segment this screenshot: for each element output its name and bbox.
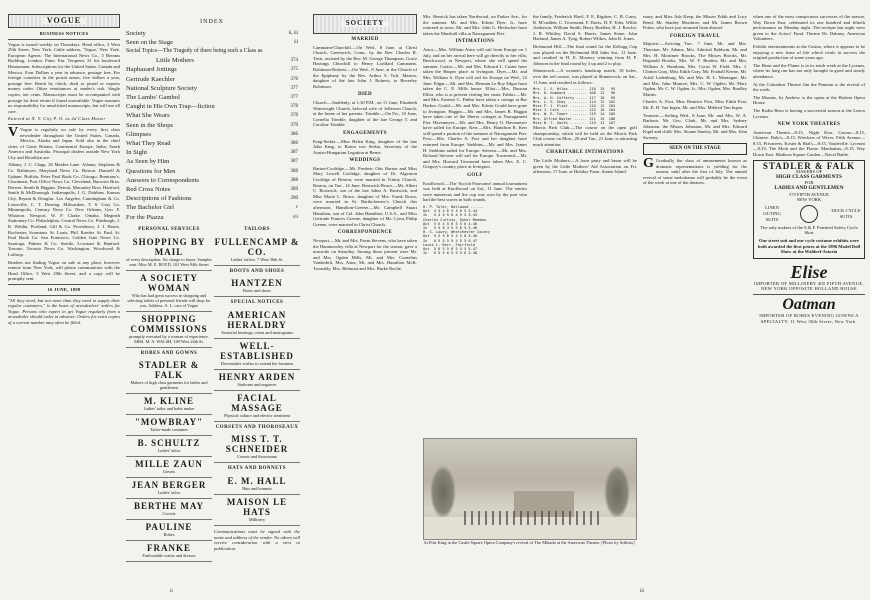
index-title-text: Seen on the Stage	[126, 38, 174, 46]
index-row	[126, 84, 298, 93]
divider	[8, 295, 120, 296]
hats-heading: HATS AND BONNETS	[227, 466, 287, 472]
ad-name: WELL-ESTABLISHED	[220, 340, 294, 361]
society-column-3	[533, 14, 637, 177]
ad-name: MILLE ZAUN	[135, 459, 203, 470]
theatre-text-3: The Heart and the Flame is in its tenth week at the Lyceum, where its long run has not only brought in good and steady attendance.	[753, 62, 865, 79]
personal-services-heading: PERSONAL SERVICES	[138, 227, 200, 232]
tree-shape	[604, 465, 630, 519]
index-title-text: Red Cross Notes	[126, 186, 171, 194]
index-title-text: As Seen by Him	[126, 158, 170, 166]
ad-description: Millinery	[248, 516, 266, 522]
index-row	[126, 65, 298, 74]
stadler-prize: Our street suit and our cycle costume exhibits were both awarded the first prizes at the 1896 Model Doll Show at the Waldorf-Astoria	[757, 238, 861, 255]
classified-ad	[126, 520, 212, 541]
tailors-heading: TAILORS	[244, 227, 270, 232]
seen-on-stage-body: Gradually the class of amusements known as dramatic representations is yielding for the season, until after the first of July. The annual revival of some melodrama will probably be the event of the week at one of the theatres.	[643, 158, 747, 186]
index-page: 375	[290, 67, 298, 73]
index-page: 387	[290, 150, 298, 156]
ad-name: JEAN BERGER	[131, 480, 207, 491]
golf-scores-table: H. P. Toler, Ballwood ...... Out 4 5 4 6 5 4 6 5 5-44 In 5 4 5 5 6 4 5 4 5-43 Charles Curtiss, Dyker Meadow Out 5 6 4 5 6 5 5 6 4-46 In 5 5 6 4 5 5 6 5 5-46 H. S. Lowry, Westchester County Out 5 5 5 6 5 4 5 6 5-46 In 6 5 5 5 5 5 5 5 6-47 Louis L. Kerr, Fairfield Out 5 6 5 5 6 5 5 5 5-47 In 6 5 5 6 5 5 5 6 5-48	[423, 205, 491, 256]
ad-description: Ladies' tailor and habit maker	[143, 406, 195, 412]
ad-name: E. M. HALL	[227, 475, 287, 486]
shinnecock-table: Mrs. C. S. Hilas ........ 110 15 95 Mrs. D. Hubbard ......... 108 12 96 Mrs. A. H. Cafferty ..... 117 18 99 Mrs. L. G. Shay ......... 114 12 102 Miss P. J. Eliet ........ 115 12 103 Miss J. Cole ............ 122 18 104 Mrs. W. R. Tower ........ 119 14 105 Mrs. Alfred Baxter ...... 121 15 106 Miss B. T. Smith ........ 119 12 107	[533, 87, 616, 125]
index-title-text: Haphazard Jottings	[126, 66, 177, 74]
classified-ad	[126, 436, 212, 457]
travel-continued: Charles A. Post, Miss Beatrice Post, Miss Edith Post, Mr. E. H. Van Ingen, Mr. and Mrs. Mildred Van Ingen.	[643, 99, 747, 110]
index-title-text: The Bachelor Girl	[126, 204, 174, 212]
index-row	[126, 102, 298, 111]
index-title-text: Glimpses	[126, 130, 151, 138]
golf-heading: GOLF	[467, 173, 483, 179]
index-page: 387	[290, 159, 298, 165]
classified-ad	[214, 276, 300, 297]
correspondence-text: Newport.—Mr. and Mrs. Paran Stevens, who have taken the Hammersley villa at Newport for the season, gave a musicale on Saturday. Among those present were Mr. and Mrs. Ogden Mills, Mr. and Mrs. Cornelius Vanderbilt, Mrs. Astor, Mr. and Mrs. Hamilton McK. Twombly, Mrs. Belmont and Mrs. Burke Roche.	[313, 238, 417, 271]
ad-description: Fashionable waists and dresses	[142, 553, 196, 559]
ad-name: "MOWBRAY"	[134, 417, 204, 428]
seen-on-stage-text	[643, 158, 747, 186]
boots-shoes-heading: BOOTS AND SHOES	[229, 268, 285, 274]
index-page	[294, 47, 298, 56]
classified-ad	[126, 457, 212, 478]
classified-ad	[126, 394, 212, 415]
index-row	[126, 56, 298, 65]
index-page: 390	[290, 196, 298, 202]
stadler-name: STADLER & FALK	[762, 160, 856, 171]
vogue-banner-title: VOGUE	[43, 18, 85, 24]
special-notices-heading: SPECIAL NOTICES	[230, 300, 284, 306]
index-row	[126, 75, 298, 84]
classified-ad	[214, 308, 300, 339]
theatre-text-1: when one of the most conspicuous successes of the season, Way Down East, celebrated its one hundred and fiftieth performance on Monday night. The receipts last night were given to the Actors' Fund, Theatre Dr. Dabney, American Volunteers.	[753, 14, 865, 42]
index-row	[126, 213, 298, 222]
theatres-list: American Theatre—8:15, Night Kiss. Casino—8:15, Chinese. Daly's—8:15, Wreckers of Wives. Fifth Avenue—8:15, Privateers. Koster & Bial's—8:15, Vaudeville. Lyceum—8:15, The Moth and the Flame. Manhattan—8:15, Way Down East. Madison Square Garden—Naval Battle.	[753, 129, 865, 158]
index-page: iii	[293, 39, 298, 45]
classified-ad	[214, 370, 300, 391]
index-title: INDEX	[200, 19, 224, 25]
ad-name: FRANKE	[147, 543, 191, 554]
business-notices-text: Vogue is issued weekly on Thursdays. Head office, 3 West 29th Street, New York. Cable address, 'Vogue,' New York. European Agents: The International News Co., 5 Breams Building, London. Paris: Em. Terquem, 31 bis boulevard Haussmann. Subscriptions for the United States, Canada and Mexico, Four Dollars a year in advance, postage free. For foreign countries in the postal union, five dollars a year, postage free. Remit by check, draft or postal or express money order. Other remittances at sender's risk. Single copies, ten cents. Manuscripts must be accompanied with postage for their return if found unavailable. Vogue assumes no responsibility for unsolicited manuscripts, but will use all care.	[8, 41, 120, 114]
dealers-list: Albany, J. C. Clapp, 26 Maiden Lane. Atlanta, Stephens & Co. Baltimore, Maryland News Co. Boston, Damrell & Upham. Buffalo, Peter Paul Book Co. Chicago, Brentano's. Cincinnati, Post Office News Co. Cleveland, Burrows Bros. Denver, Smith & Higgins. Detroit, Macauley Bros. Hartford, Smith & McDonough. Indianapolis, J. G. Dobbins. Kansas City, Bryant & Douglas. Los Angeles, Cunningham & Co. Louisville, C. T. Dearing. Milwaukee, T. S. Gray Co. Minneapolis, Century News Co. New Orleans, Geo. F. Wharton. Newport, W. P. Clarke. Omaha, Megeath Stationery Co. Philadelphia, Central News Co. Pittsburgh, J. R. Weldin. Portland, Gill & Co. Providence, J. J. Harris. Rochester, Scrantom. St. Louis, Phil. Roeder. St. Paul, St. Paul Book Co. San Francisco, Golden Gate News Co. Saratoga, Palmer & Co. Seattle, Lowman & Hanford. Toronto, Toronto News Co. Washington, Woodward & Lothrop.	[8, 162, 120, 257]
index-title-text: Answers to Correspondents	[126, 176, 199, 184]
stadler-for: FOR	[804, 180, 814, 186]
ad-name: MAISON LE HATS	[226, 496, 288, 517]
index-page: 374	[290, 58, 298, 64]
index-title-text: Social Topics—The Tragedy of there being such a Class as	[126, 48, 263, 54]
vogue-intro-text: Vogue is regularly on sale by every first class newsdealer throughout the United States, Canada, Mexico, Alaska and Japan. Sold also in the chief cities of Great Britain, Continental Europe, India, South America and Australia. Principal dealers outside New York City and Brooklyn are:	[8, 126, 120, 160]
correspondence-heading: CORRESPONDENCE	[337, 230, 393, 236]
index-page: 389	[290, 187, 298, 193]
ad-description: Stationer and engraver	[237, 381, 277, 387]
classified-ad	[214, 474, 300, 495]
ad-name: HENRY ARDEN	[218, 371, 296, 382]
stage-photo	[423, 438, 637, 540]
ad-description: Dressmaker wishes to extend her business	[220, 360, 294, 366]
index-page: 378	[290, 104, 298, 110]
index-title-text: For the Piazza	[126, 213, 164, 221]
newsdealers-quote: "All they need, but not more than they need to supply their regular customers," is the basis of newsdealers' orders for Vogue. Persons who expect to get Vogue regularly from a newsdealer should order in advance. Orders for extra copies of a current number may often be filled.	[8, 297, 120, 325]
index-page: 377	[290, 95, 298, 101]
index-title-text: Society	[126, 29, 146, 37]
theatre-text-2: Exhibit entertainments at the Casino, where it appears to be enjoying a new lease of life which rivals in success the original production of some years ago.	[753, 43, 865, 61]
stadler-duck: DUCK CYCLE SUITS	[831, 208, 861, 219]
business-notices-heading: BUSINESS NOTICES	[39, 31, 89, 36]
classified-ad	[126, 271, 212, 312]
index-row	[126, 148, 298, 157]
seen-on-stage-heading: SEEN ON THE STAGE	[643, 143, 747, 155]
index-page: 386	[290, 131, 298, 137]
weddings-heading: WEDDINGS	[349, 158, 381, 164]
stadler-ladies: LADIES AND GENTLEMEN	[774, 185, 844, 192]
index-row	[126, 194, 298, 203]
theatre-text-4: At the Columbus Theatre Jim the Penman is the revival of the week.	[753, 81, 865, 93]
readers-note: Readers not finding Vogue on sale at any place, however remote from New York, will please communicate with the Head Office, 3 West 29th Street, and a copy will be promptly sent.	[8, 259, 120, 282]
index-row	[126, 29, 298, 38]
page-number-left: ii	[170, 589, 173, 594]
page-number-right: iii	[640, 589, 645, 594]
classified-ad	[126, 499, 212, 520]
ad-description: Hats and bonnets	[242, 485, 272, 491]
ad-name: FACIAL MASSAGE	[231, 392, 283, 413]
index-row	[126, 121, 298, 130]
foreign-travel-heading: FOREIGN TRAVEL	[669, 33, 721, 39]
charitable-text: The Little Mothers.—A lawn party and bazar will be given by the Little Mothers' Aid Association on Fri. afternoon, 17 June, at Holiday Farm, Staten Island.	[533, 157, 637, 175]
index-page: 379	[290, 122, 298, 128]
married-text: Cammann-Churchill.—On Wed., 8 June, at Christ Church, Greenwich, Conn., by the Rev. Charles R. Treat, assisted by the Rev. M. George Thompson, Grace Hastings Churchill to Henry Lorillard Cammann. Robinson-Roberts.—On Wed., 8 June, at the Church of the Epiphany by the Rev. Arthur S. Tuft, Marion, daughter of the late John J. Roberts, to Beverley Robinson.	[313, 44, 417, 89]
index-page: 376	[290, 76, 298, 82]
index-title-text: Seen in the Shops	[126, 121, 174, 129]
index-list	[126, 29, 298, 222]
classified-ad	[126, 478, 212, 499]
index-page: 388	[290, 177, 298, 183]
classified-ad	[214, 432, 300, 463]
died-text: Church.—Suddenly, at 1:30 P.M., on 11 June, Elizabeth Wainwright Church, beloved wife of Jefferson Church, at the home of her parents. Trimble.—On Fri., 10 June, Cornelia Trimble, daughter of the late George T. and Caroline Trimble.	[313, 99, 417, 128]
ad-name: M. KLINE	[143, 396, 194, 407]
index-title-text: Caught in His Own Trap—fiction	[126, 103, 215, 111]
ad-name: STADLER & FALK	[138, 360, 200, 381]
stadler-falk-ad	[753, 160, 865, 259]
index-row	[126, 47, 298, 56]
ad-description: Armorial bearings, crests and monograms	[221, 329, 293, 335]
vogue-intro	[8, 124, 120, 161]
index-row	[126, 93, 298, 102]
index-title-text: What They Read	[126, 140, 171, 148]
classified-ad	[126, 358, 212, 394]
index-row	[126, 157, 298, 166]
tree-shape	[430, 465, 456, 519]
index-title-text: Questions for Men	[126, 167, 176, 175]
index-page: 378	[290, 113, 298, 119]
photo-caption: At Flirt King in the Castle Square Opera Company's revival of The Mikado at the American Theatre. [Photo by Schloss]	[423, 540, 635, 545]
society-column-2	[423, 14, 527, 255]
divider	[8, 124, 120, 125]
index-row	[126, 176, 298, 185]
index-title-text: Little Mothers	[156, 57, 194, 65]
corsets-heading: CORSETS AND THOROSEAUX	[215, 424, 299, 430]
index-column	[126, 20, 298, 222]
drop-cap: G	[643, 156, 654, 172]
morris-park-text: Morris Park Club.—The course on the open golf championship, which will be held on the Morris Park Club course on Mon., 20 and Tue., 21 June, is attracting much attention.	[533, 124, 637, 147]
classified-ad	[214, 235, 300, 266]
oatman-logo: Oatman	[782, 295, 836, 313]
index-title-text: What She Wears	[126, 112, 170, 120]
stadler-patent: The only makers of the S.& F. Patented Safety Cycle Skirt	[760, 224, 858, 236]
engagements-heading: ENGAGEMENTS	[343, 130, 387, 136]
stadler-city: NEW YORK	[796, 197, 822, 203]
index-row	[126, 130, 298, 139]
foreign-travel-text: Majestic.—Arriving Tue., 7 June, Mr. and Mrs. Thurston, Mr. Adams, Mrs. Admiral Baldwin, Mr. and Mrs. H. Mortimer Brooks, The Misses Brooks, Mr. Reginald Brooks, Mrs. W. F. Burden, Mr. and Mrs. William A. Burnham, Mrs. Cyrus W. Field, Mrs. J. Clinton Gray, Miss Edith Gray, Mr. Foxhall Keene, Mr. Adolf Ladenburg, Mr. and Mrs. H. L. Montague, Mr. and Mrs. John Munroe, Mrs. C. W. Ogden, Mr. Mary Ogden, Mr. C. W. Ogden, Jr., Mrs. Ogden, Mrs. Bradley Martin.	[643, 41, 747, 97]
index-title-text: Gertrude Kaechler	[126, 75, 175, 83]
classified-ad	[126, 235, 212, 271]
stadler-makers-of: MAKERS OF	[795, 169, 823, 175]
ad-name: SHOPPING COMMISSIONS	[130, 313, 208, 334]
intimations-text: Astor.—Mrs. William Astor will sail from Europe on 1 July, and on her arrival here will go directly to her villa, Beechwood, at Newport, where she will spend the summer. Custer.—Mr. and Mrs. Edward L. Custer have taken the Hasper place at Irvington. Dyer.—Mr. and Mrs. William A. Dyer will sail for Europe on Wed., 22 June. Edgar.—Mr. and Mrs. Herman Le Roy Edgar have taken the C. E. Mills house. Elliot.—Mrs. Duncan Elliot, who is at present visiting her sister. Fabbri.—Mr. and Mrs. Ernesto G. Fabbri have taken a cottage at Bar Harbor. Gould.—Mr. and Mrs. Edwin Gould have gone to Irvington. Haggin.—Mr. and Mrs. James B. Haggin have taken one of the Sherry cottages at Narragansett Pier. Havemeyer.—Mr. and Mrs. Henry O. Havemeyer have sailed for Europe. Kerr.—Mrs. Hamilton R. Kerr will spend a portion of the summer at Narragansett Pier. Post.—Mrs. Charles A. Post and her daughter have returned from Europe. Stebbins.—Mr. and Mrs. James H. Stebbins sailed for Europe. Stevens.—Mr. and Mrs. Richard Stevens will sail for Europe. Townsend.—Mr. and Mrs. Howard Townsend have taken Mrs. E. C. Gregory's country place at Irvington.	[423, 46, 527, 170]
ad-description: Corsets and thoroseaux	[236, 454, 278, 460]
ad-description: Robes	[163, 532, 175, 538]
ad-description: Corsets	[162, 511, 176, 517]
ad-name: BERTHE MAY	[133, 501, 205, 512]
ad-description: Who has had great success in shopping and selecting toilets of personal friends will shop for you. Address: A. L. care of Vogue	[127, 292, 211, 308]
married-heading: MARRIED	[351, 37, 379, 42]
ad-name: AMERICAN HERALDRY	[227, 309, 287, 330]
theatre-text-5: The Masons, by Andrew, is the opera at the Harlem Opera House.	[753, 94, 865, 106]
index-page: ii, iii	[288, 30, 298, 36]
stadler-suits-row	[757, 205, 861, 223]
robes-heading: ROBES AND GOWNS	[140, 350, 198, 356]
ad-description: Tailor-made costumes	[150, 427, 188, 433]
index-page: vii	[292, 214, 298, 220]
oatman-text: IMPORTER OF ROBES EVENING GOWNS A SPECIALTY. 11 West 30th Street, New York.	[759, 312, 859, 324]
ad-description: Boots and shoes	[243, 288, 271, 294]
elise-text: IMPORTER OF MILLINERY 405 FIFTH AVENUE, NEW YORK OPPOSITE HOLLAND HOUSE	[754, 280, 864, 292]
business-notices-column	[8, 14, 120, 328]
ad-name: PAULINE	[145, 522, 193, 533]
ad-name: SHOPPING BY MAIL	[132, 236, 206, 257]
tailors-column	[214, 224, 300, 553]
travel-column	[643, 14, 747, 188]
ad-description: Makers of high class garments for ladies and gentlemen	[130, 380, 208, 391]
theatres-list-heading: NEW YORK THEATRES	[777, 122, 841, 128]
richmond-text: Richmond Hill.—The final round for the Kellogg Cup was played on the Richmond Hill links Sat., 11 June, and resulted in H. E. Mooney winning from H. P. Johnson in the final round by 3 up and 2 to play.	[533, 43, 637, 66]
players-list: the family, Frederick Havil, F. E. Rigsbee, C. B. Curry, R. M'cadden, C. Townsend, F. Davis, H. P. Toler, Willie Anderson, William Smith, Harry Ruelfan, H. J. Rowler, J. R. Whitley, David S. Harris, James Stone, John Harland, James A. Tyng, Robert Wilkes, John D. Jones.	[533, 14, 637, 42]
communications-note: Communications must be signed with the name and address of the sender. No others will receive consideration with a view to publication.	[214, 528, 300, 551]
classified-ad	[214, 339, 300, 370]
index-title-text: Descriptions of Fashions	[126, 195, 192, 203]
drop-cap: V	[8, 124, 19, 140]
index-page: 388	[290, 168, 298, 174]
index-row	[126, 139, 298, 148]
elise-logo: Elise	[790, 261, 828, 282]
classified-ad	[126, 415, 212, 436]
ad-description: Ladies' tailor	[157, 490, 181, 496]
society-continued: Mrs. Rensick has taken Nordwood, on Parker Ave., for the summer. Mr. and Mrs. Edwin Dyer, Jr., have returned to town. Mr. and Mrs. John G. Heckscher have taken the Marshall villa at Narragansett Pier.	[423, 14, 527, 36]
index-title-text: In Sight	[126, 149, 148, 157]
index-row	[126, 185, 298, 194]
ad-description: of every description. No charge to buyer. Samples sent. Miss M. E. BOYD, 101 West 94th Street	[126, 256, 212, 267]
society-column-1	[313, 14, 417, 274]
tailor-ads	[214, 235, 300, 526]
entered-line: Entered at N. Y. City P. O. as 2d Class Matter	[8, 116, 106, 122]
chorus-figures	[464, 511, 604, 525]
index-title-text: National Sculpture Society	[126, 84, 198, 92]
society-banner	[313, 14, 417, 34]
classified-ad	[126, 541, 212, 562]
stadler-address: 575 FIFTH AVENUE	[789, 191, 829, 197]
ad-name: MISS T. T. SCHNEIDER	[225, 434, 289, 455]
index-title-text: The Lambs' Gambol	[126, 94, 180, 102]
ad-name: B. SCHULTZ	[137, 438, 201, 449]
golf-text: Knollwood.—The 'Scotch Foursome' annual tournament was held at Knollwood on Sat., 11 June. The entries were numerous and the cup was won by the pair who had the best scores in both rounds.	[423, 180, 527, 203]
teutonic-text: Teutonic.—Sailing Wed., 8 June, Mr. and Mrs. W. A. Barbour, Mr. Geo. Clark, Mr. and Mrs. Sydney Johnston, the Misses Johnston, Mr. and Mrs. Edward Kigel and child, Mrs. Sloane Stanley, Mr. and Mrs. John Sweeny.	[643, 112, 747, 140]
ad-description: Ladies' tailors. 7 West 36th St.	[230, 256, 284, 262]
index-row	[126, 167, 298, 176]
index-row	[126, 203, 298, 212]
stadler-linen: LINEN OUTING SUITS	[763, 205, 781, 222]
robes-ads	[126, 358, 212, 562]
engagements-text: King-Siekta.—Miss Helen King, daughter of the late John King, to Baron von Siekta, Secretary of the Austro-Hungarian Legation at Berne.	[313, 138, 417, 155]
personal-services-column	[126, 224, 212, 562]
divider	[8, 284, 120, 285]
divider	[753, 294, 865, 295]
shinnecock-text: Shinnecock.—A women's handicap match, 18 holes, over the red course, was played at Shinnecock, on Sat., 11 June, and resulted as follows:	[533, 68, 637, 85]
weddings-text: Barton-Coolidge.—Mr. Frederic Otis Barton and Miss Mary Lowell Coolidge, daughter of Dr. Algernon Coolidge of Boston, were married in Trinity Church, Boston, on Tue., 14 June. Bostwick-Bruce.—Mr. Albert C. Bostwick, son of the late Jabez A. Bostwick, and Miss Marie L. Bruce, daughter of Mrs. Frank Bruce, were married in St. Bartholomew's Church this afternoon. Hamilton-Greene.—Mr. Campbell Stuart Hamilton, son of Col. John Hamilton, U.S.A., and Miss Gertrude Frances Greene, daughter of Mr. Cyrus Philip Greene, were married in Christ Church.	[313, 165, 417, 227]
classified-ad	[214, 495, 300, 526]
ad-description: promptly executed by a woman of experience. MRS. M. A. WALSH, 149 West 24th St.	[129, 333, 209, 344]
stadler-emblem-icon	[800, 205, 818, 223]
index-page: 377	[290, 85, 298, 91]
ad-name: FULLENCAMP & CO.	[214, 236, 300, 257]
personal-ads	[126, 235, 212, 348]
ad-description: Physical culture and electric treatment	[224, 412, 290, 418]
travel-intro: ruary, and Miss Ada Keep, the Misses Edith and Lucy Rend, Mr. Stanley Mortimer, and Mr. James Brown Potter, who have just returned from abroad.	[643, 14, 747, 31]
charitable-heading: CHARITABLE INTIMATIONS	[546, 150, 624, 156]
index-row	[126, 111, 298, 120]
ad-name: A SOCIETY WOMAN	[140, 272, 198, 293]
theatre-text-6: The Rodin Rezo is having a successful season at the Lenox Lyceum.	[753, 107, 865, 119]
classified-ad	[214, 391, 300, 422]
intimations-heading: INTIMATIONS	[455, 39, 495, 45]
stadler-garments: HIGH CLASS GARMENTS	[776, 173, 842, 180]
classified-ad	[126, 312, 212, 348]
vogue-banner	[8, 14, 120, 28]
date-line: 16 JUNE, 1898	[47, 286, 81, 292]
society-banner-title: SOCIETY	[341, 21, 390, 27]
ad-name: HANTZEN	[231, 278, 283, 289]
ad-description: Gowns	[162, 469, 176, 475]
ad-description: Ladies' tailor	[157, 448, 181, 454]
index-page: 386	[290, 141, 298, 147]
index-row	[126, 38, 298, 47]
index-page: v	[295, 205, 298, 211]
died-heading: DIED	[357, 92, 373, 98]
theatre-ads-column	[753, 14, 865, 324]
divider	[8, 39, 120, 40]
